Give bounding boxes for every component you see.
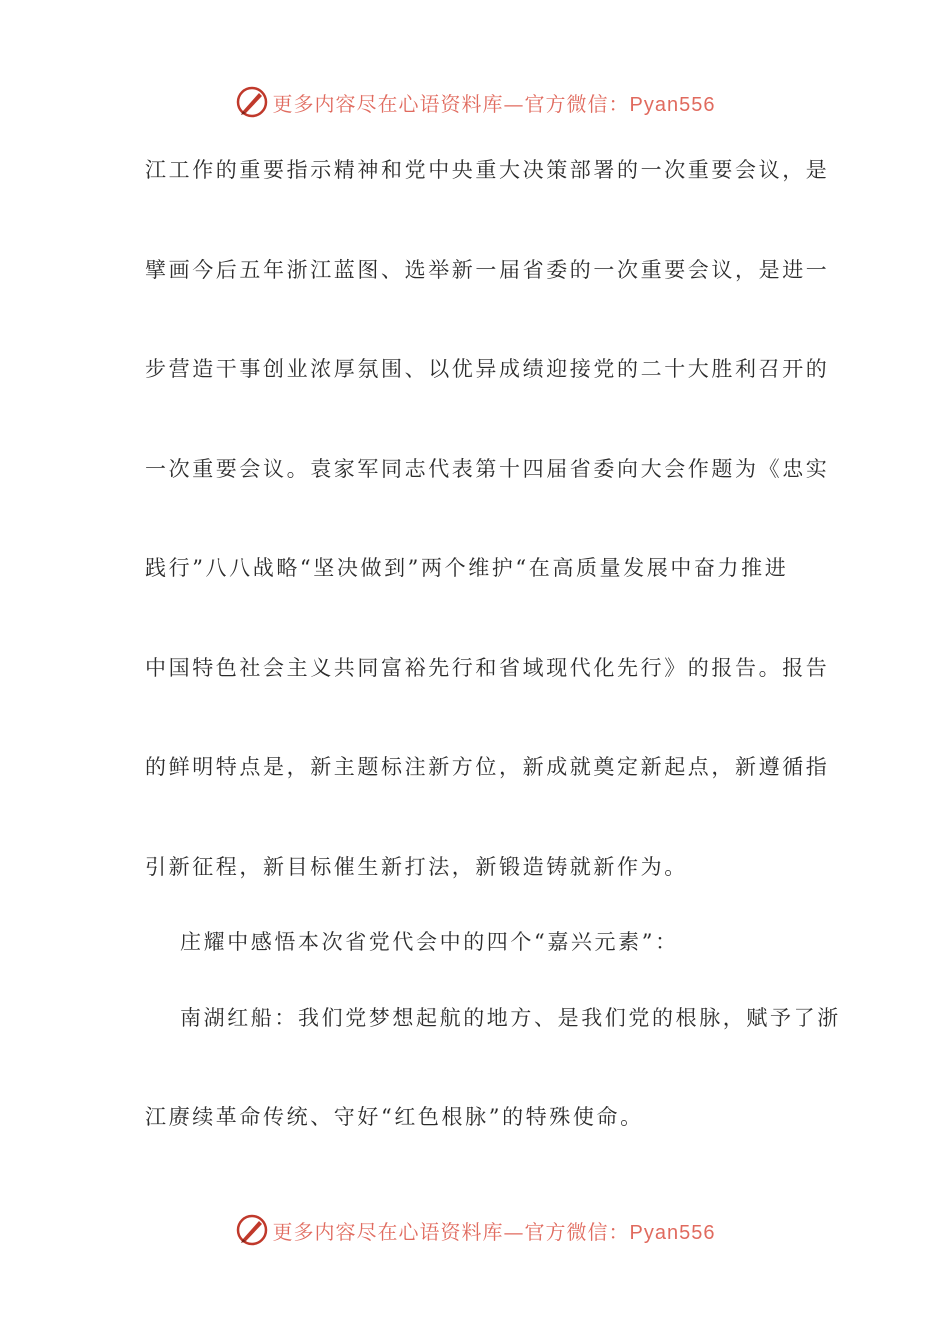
body-line-11: 江赓续革命传统、守好“红色根脉”的特殊使命。 — [145, 1105, 644, 1129]
footer-banner — [0, 1210, 950, 1250]
body-line-1: 江工作的重要指示精神和党中央重大决策部署的一次重要会议，是 — [145, 158, 830, 182]
body-line-4: 一次重要会议。袁家军同志代表第十四届省委向大会作题为《忠实 — [145, 457, 830, 481]
pen-logo-icon — [235, 1213, 269, 1247]
header-wechat-id: Pyan556 — [629, 93, 716, 116]
footer-banner-text — [273, 1216, 716, 1245]
header-banner — [0, 82, 950, 122]
body-line-9: 庄耀中感悟本次省党代会中的四个“嘉兴元素”： — [180, 930, 679, 954]
body-line-2: 擘画今后五年浙江蓝图、选举新一届省委的一次重要会议，是进一 — [145, 258, 830, 282]
header-banner-label: 更多内容尽在心语资料库—官方微信： — [272, 91, 630, 116]
footer-banner-label: 更多内容尽在心语资料库—官方微信： — [272, 1219, 630, 1244]
body-line-10: 南湖红船：我们党梦想起航的地方、是我们党的根脉，赋予了浙 — [180, 1006, 841, 1030]
body-line-3: 步营造干事创业浓厚氛围、以优异成绩迎接党的二十大胜利召开的 — [145, 357, 830, 381]
body-line-5: 践行”八八战略“坚决做到”两个维护“在高质量发展中奋力推进 — [145, 556, 789, 580]
pen-logo-icon — [235, 85, 269, 119]
body-line-6: 中国特色社会主义共同富裕先行和省域现代化先行》的报告。报告 — [145, 656, 830, 680]
body-line-7: 的鲜明特点是，新主题标注新方位，新成就奠定新起点，新遵循指 — [145, 755, 830, 779]
header-banner-text — [273, 88, 716, 117]
body-line-8: 引新征程，新目标催生新打法，新锻造铸就新作为。 — [145, 855, 688, 879]
footer-wechat-id: Pyan556 — [629, 1221, 716, 1244]
